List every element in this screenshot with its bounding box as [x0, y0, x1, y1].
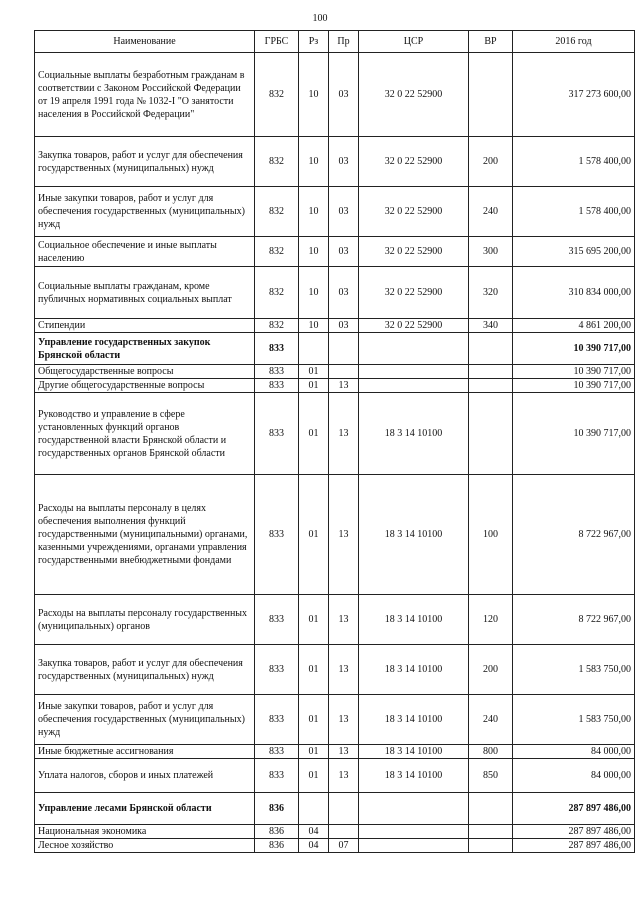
cell-vr: 850: [469, 759, 513, 793]
cell-name: Иные бюджетные ассигнования: [35, 745, 255, 759]
cell-grbs: 833: [255, 759, 299, 793]
cell-name: Закупка товаров, работ и услуг для обеспечения государственных (муниципальных) нужд: [35, 137, 255, 187]
table-row: [35, 695, 635, 745]
cell-csr: [359, 365, 469, 379]
cell-grbs: 836: [255, 839, 299, 853]
cell-name: Национальная экономика: [35, 825, 255, 839]
cell-vr: 200: [469, 645, 513, 695]
cell-grbs: 836: [255, 825, 299, 839]
cell-rz: 01: [299, 475, 329, 595]
cell-grbs: 833: [255, 333, 299, 365]
cell-csr: 18 3 14 10100: [359, 645, 469, 695]
cell-pr: 13: [329, 393, 359, 475]
cell-csr: 32 0 22 52900: [359, 267, 469, 319]
cell-name: Закупка товаров, работ и услуг для обеспечения государственных (муниципальных) нужд: [35, 645, 255, 695]
cell-amount: 1 578 400,00: [513, 137, 635, 187]
cell-vr: 340: [469, 319, 513, 333]
cell-name: Руководство и управление в сфере установленных функций органов государственной власти Брянской области и государственных органов Брянской области: [35, 393, 255, 475]
cell-pr: [329, 825, 359, 839]
cell-rz: 10: [299, 319, 329, 333]
cell-rz: 01: [299, 393, 329, 475]
header-row: [35, 31, 635, 53]
cell-csr: 18 3 14 10100: [359, 595, 469, 645]
cell-vr: 320: [469, 267, 513, 319]
cell-pr: 03: [329, 187, 359, 237]
table-row: [35, 319, 635, 333]
table-row: [35, 237, 635, 267]
section-row: [35, 793, 635, 825]
cell-grbs: 832: [255, 319, 299, 333]
cell-vr: 120: [469, 595, 513, 645]
cell-vr: [469, 825, 513, 839]
table-row: [35, 393, 635, 475]
table-row: [35, 365, 635, 379]
cell-pr: [329, 793, 359, 825]
cell-amount: 8 722 967,00: [513, 475, 635, 595]
table-row: [35, 759, 635, 793]
cell-rz: 01: [299, 745, 329, 759]
cell-amount: 310 834 000,00: [513, 267, 635, 319]
cell-name: Иные закупки товаров, работ и услуг для обеспечения государственных (муниципальных) нужд: [35, 695, 255, 745]
table-row: [35, 137, 635, 187]
cell-amount: 10 390 717,00: [513, 333, 635, 365]
cell-pr: 03: [329, 53, 359, 137]
cell-pr: 13: [329, 645, 359, 695]
cell-vr: [469, 839, 513, 853]
cell-pr: 13: [329, 475, 359, 595]
cell-vr: 240: [469, 695, 513, 745]
cell-vr: [469, 393, 513, 475]
cell-grbs: 832: [255, 237, 299, 267]
cell-amount: 84 000,00: [513, 759, 635, 793]
cell-rz: 04: [299, 839, 329, 853]
cell-name: Социальное обеспечение и иные выплаты населению: [35, 237, 255, 267]
cell-grbs: 833: [255, 365, 299, 379]
cell-rz: 01: [299, 695, 329, 745]
cell-pr: 13: [329, 695, 359, 745]
cell-grbs: 832: [255, 137, 299, 187]
header-name: Наименование: [35, 31, 255, 53]
cell-name: Иные закупки товаров, работ и услуг для обеспечения государственных (муниципальных) нужд: [35, 187, 255, 237]
cell-vr: [469, 333, 513, 365]
header-grbs: ГРБС: [255, 31, 299, 53]
table-row: [35, 187, 635, 237]
table-row: [35, 475, 635, 595]
cell-grbs: 832: [255, 187, 299, 237]
cell-csr: 18 3 14 10100: [359, 475, 469, 595]
cell-amount: 10 390 717,00: [513, 379, 635, 393]
cell-pr: 03: [329, 319, 359, 333]
cell-csr: 32 0 22 52900: [359, 137, 469, 187]
cell-grbs: 833: [255, 379, 299, 393]
cell-vr: 100: [469, 475, 513, 595]
cell-pr: 13: [329, 379, 359, 393]
header-amount: 2016 год: [513, 31, 635, 53]
cell-rz: 01: [299, 365, 329, 379]
cell-csr: 18 3 14 10100: [359, 393, 469, 475]
cell-pr: 13: [329, 595, 359, 645]
cell-rz: 10: [299, 237, 329, 267]
cell-pr: [329, 365, 359, 379]
cell-name: Расходы на выплаты персоналу в целях обеспечения выполнения функций государственными (муниципальными) органами, казенными учреждениями, органами управления государственными внебюджетными фондами: [35, 475, 255, 595]
header-csr: ЦСР: [359, 31, 469, 53]
cell-amount: 287 897 486,00: [513, 825, 635, 839]
budget-table: [34, 30, 635, 853]
cell-rz: 01: [299, 645, 329, 695]
cell-pr: 03: [329, 267, 359, 319]
cell-amount: 8 722 967,00: [513, 595, 635, 645]
cell-grbs: 833: [255, 475, 299, 595]
cell-pr: 13: [329, 759, 359, 793]
table-row: [35, 595, 635, 645]
cell-amount: 1 583 750,00: [513, 645, 635, 695]
cell-pr: 07: [329, 839, 359, 853]
cell-vr: 200: [469, 137, 513, 187]
table-row: [35, 645, 635, 695]
cell-csr: [359, 793, 469, 825]
cell-grbs: 832: [255, 53, 299, 137]
cell-rz: 04: [299, 825, 329, 839]
table-row: [35, 267, 635, 319]
cell-csr: 32 0 22 52900: [359, 319, 469, 333]
cell-vr: [469, 365, 513, 379]
cell-csr: [359, 839, 469, 853]
header-rz: Рз: [299, 31, 329, 53]
cell-name: Другие общегосударственные вопросы: [35, 379, 255, 393]
cell-grbs: 833: [255, 645, 299, 695]
cell-csr: 32 0 22 52900: [359, 237, 469, 267]
cell-name: Расходы на выплаты персоналу государственных (муниципальных) органов: [35, 595, 255, 645]
table-row: [35, 379, 635, 393]
table-row: [35, 745, 635, 759]
cell-amount: 1 578 400,00: [513, 187, 635, 237]
cell-name: Лесное хозяйство: [35, 839, 255, 853]
cell-name: Социальные выплаты безработным гражданам в соответствии с Законом Российской Федерации от 19 апреля 1991 года № 1032-I "О занятости населения в Российской Федерации": [35, 53, 255, 137]
cell-csr: [359, 333, 469, 365]
cell-amount: 287 897 486,00: [513, 793, 635, 825]
cell-pr: 03: [329, 137, 359, 187]
cell-name: Управление государственных закупок Брянской области: [35, 333, 255, 365]
cell-rz: 01: [299, 379, 329, 393]
cell-rz: [299, 333, 329, 365]
cell-pr: 03: [329, 237, 359, 267]
cell-csr: 18 3 14 10100: [359, 759, 469, 793]
cell-grbs: 833: [255, 745, 299, 759]
cell-vr: [469, 793, 513, 825]
cell-amount: 1 583 750,00: [513, 695, 635, 745]
cell-csr: 18 3 14 10100: [359, 695, 469, 745]
section-row: [35, 333, 635, 365]
cell-name: Уплата налогов, сборов и иных платежей: [35, 759, 255, 793]
cell-amount: 315 695 200,00: [513, 237, 635, 267]
cell-grbs: 836: [255, 793, 299, 825]
cell-amount: 10 390 717,00: [513, 393, 635, 475]
cell-vr: 300: [469, 237, 513, 267]
cell-vr: 800: [469, 745, 513, 759]
cell-amount: 84 000,00: [513, 745, 635, 759]
cell-grbs: 833: [255, 695, 299, 745]
cell-csr: [359, 379, 469, 393]
cell-csr: 32 0 22 52900: [359, 53, 469, 137]
cell-amount: 4 861 200,00: [513, 319, 635, 333]
header-vr: ВР: [469, 31, 513, 53]
cell-amount: 317 273 600,00: [513, 53, 635, 137]
cell-vr: 240: [469, 187, 513, 237]
header-pr: Пр: [329, 31, 359, 53]
cell-csr: 18 3 14 10100: [359, 745, 469, 759]
cell-rz: 10: [299, 137, 329, 187]
cell-rz: 01: [299, 595, 329, 645]
cell-grbs: 832: [255, 267, 299, 319]
cell-csr: 32 0 22 52900: [359, 187, 469, 237]
cell-grbs: 833: [255, 595, 299, 645]
cell-vr: [469, 53, 513, 137]
cell-name: Управление лесами Брянской области: [35, 793, 255, 825]
cell-pr: [329, 333, 359, 365]
cell-rz: 10: [299, 53, 329, 137]
cell-pr: 13: [329, 745, 359, 759]
cell-csr: [359, 825, 469, 839]
cell-name: Социальные выплаты гражданам, кроме публичных нормативных социальных выплат: [35, 267, 255, 319]
cell-name: Общегосударственные вопросы: [35, 365, 255, 379]
cell-amount: 10 390 717,00: [513, 365, 635, 379]
table-row: [35, 825, 635, 839]
cell-name: Стипендии: [35, 319, 255, 333]
cell-grbs: 833: [255, 393, 299, 475]
cell-rz: 10: [299, 187, 329, 237]
page-number: 100: [312, 13, 328, 24]
cell-amount: 287 897 486,00: [513, 839, 635, 853]
cell-rz: 10: [299, 267, 329, 319]
table-row: [35, 839, 635, 853]
cell-vr: [469, 379, 513, 393]
cell-rz: [299, 793, 329, 825]
table-row: [35, 53, 635, 137]
cell-rz: 01: [299, 759, 329, 793]
